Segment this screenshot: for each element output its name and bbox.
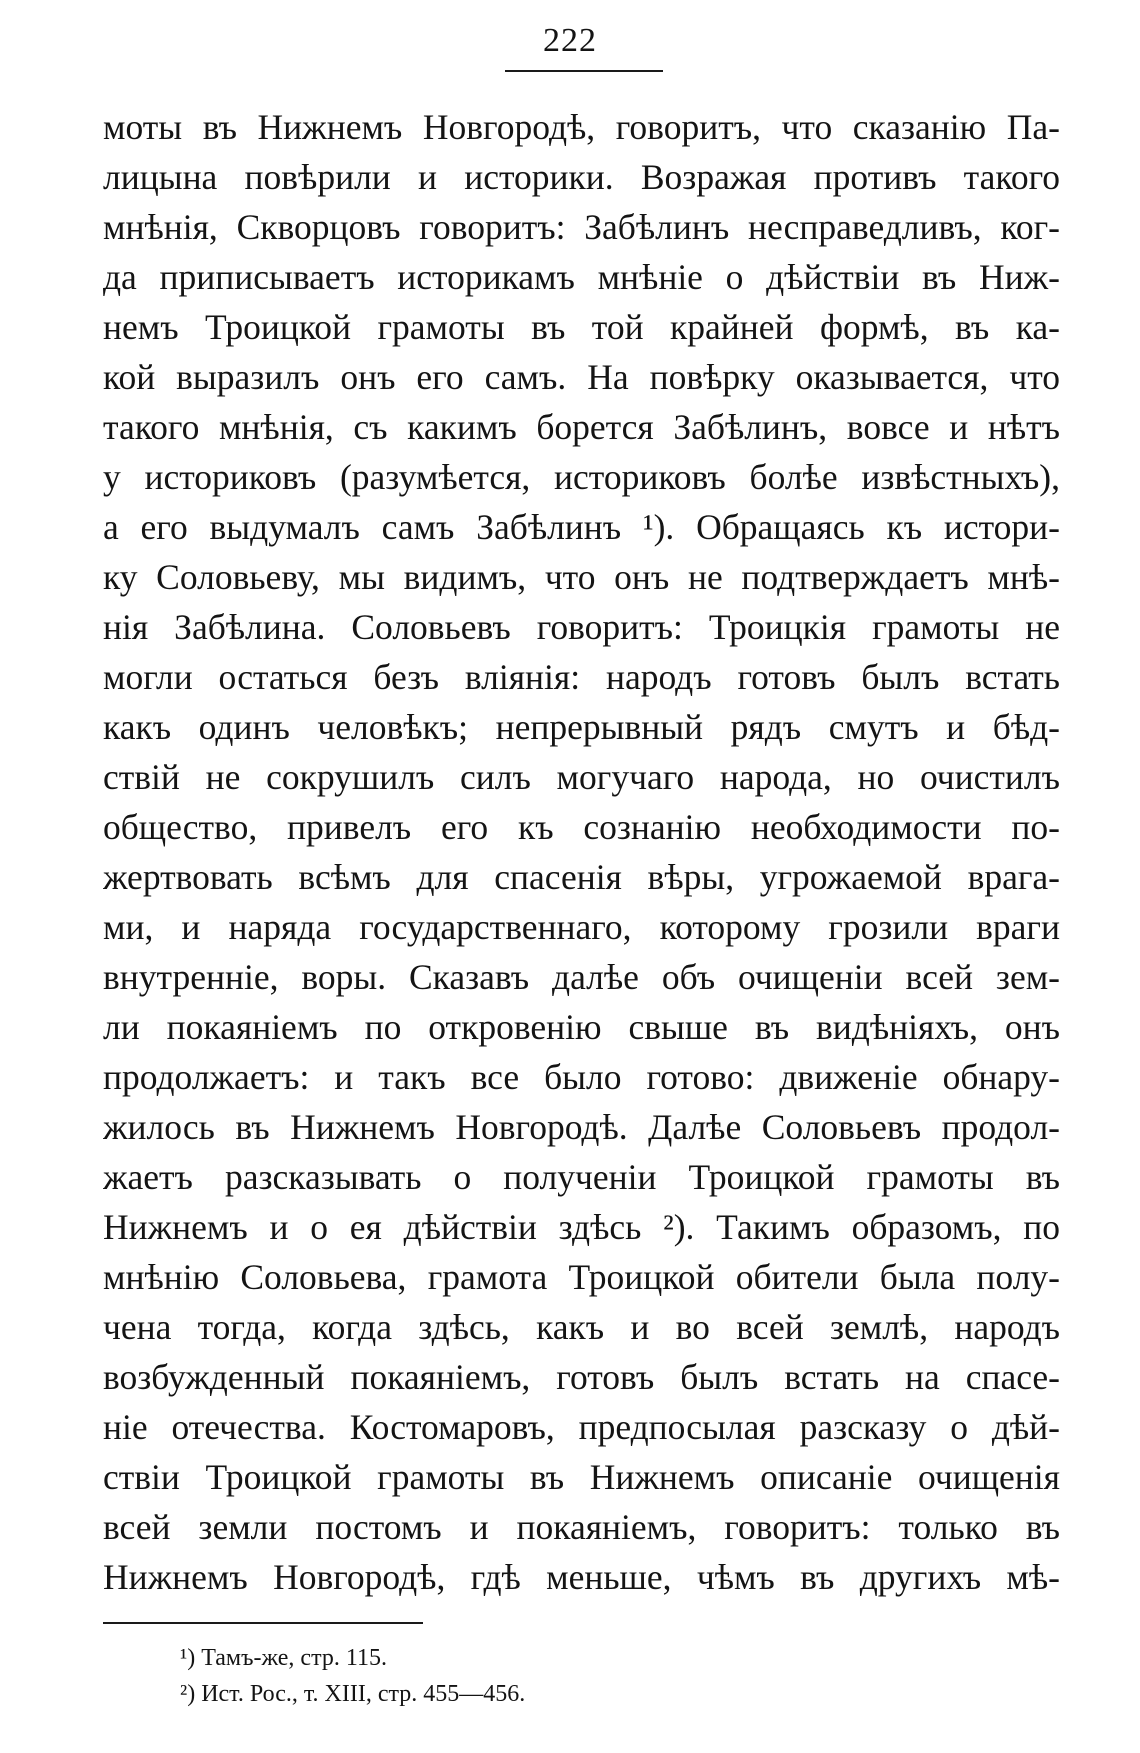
text-line: внутренніе, воры. Сказавъ далѣе объ очищеніи всей зем- [103, 957, 1060, 997]
footnotes [180, 1640, 880, 1712]
text-line: такого мнѣнія, съ какимъ борется Забѣлинъ, вовсе и нѣтъ [103, 407, 1060, 447]
text-line: ми, и наряда государственнаго, которому грозили враги [103, 907, 1060, 947]
text-line: мнѣнію Соловьева, грамота Троицкой обители была полу- [103, 1257, 1060, 1297]
text-line: жертвовать всѣмъ для спасенія вѣры, угрожаемой врага- [103, 857, 1060, 897]
text-line: могли остаться безъ вліянія: народъ готовъ былъ встать [103, 657, 1060, 697]
text-line: жилось въ Нижнемъ Новгородѣ. Далѣе Соловьевъ продол- [103, 1107, 1060, 1147]
body-text [103, 102, 1060, 1602]
footnote-text: Тамъ-же, стр. 115. [201, 1645, 387, 1671]
text-line: жаетъ разсказывать о полученіи Троицкой грамоты въ [103, 1157, 1060, 1197]
text-line: да приписываетъ историкамъ мнѣніе о дѣйствіи въ Ниж- [103, 257, 1060, 297]
text-line: а его выдумалъ самъ Забѣлинъ ¹). Обращаясь къ истори- [103, 507, 1060, 547]
text-line: ствіи Троицкой грамоты въ Нижнемъ описаніе очищенія [103, 1457, 1060, 1497]
footnote-text: Ист. Рос., т. XIII, стр. 455—456. [201, 1681, 526, 1707]
text-line: ку Соловьеву, мы видимъ, что онъ не подтверждаетъ мнѣ- [103, 557, 1060, 597]
footnote-1 [180, 1640, 880, 1676]
footnote-2 [180, 1676, 880, 1712]
footnote-marker: ¹) [180, 1645, 196, 1671]
text-line: немъ Троицкой грамоты въ той крайней формѣ, въ ка- [103, 307, 1060, 347]
text-line: Нижнемъ Новгородѣ, гдѣ меньше, чѣмъ въ другихъ мѣ- [103, 1557, 1060, 1597]
text-line: ствій не сокрушилъ силъ могучаго народа, но очистилъ [103, 757, 1060, 797]
footnote-marker: ²) [180, 1681, 196, 1707]
text-line: чена тогда, когда здѣсь, какъ и во всей землѣ, народъ [103, 1307, 1060, 1347]
footnote-separator [103, 1622, 423, 1624]
text-line: лицына повѣрили и историки. Возражая противъ такого [103, 157, 1060, 197]
text-line: общество, привелъ его къ сознанію необходимости по- [103, 807, 1060, 847]
page-number-underline [505, 70, 663, 72]
text-line: у историковъ (разумѣется, историковъ болѣе извѣстныхъ), [103, 457, 1060, 497]
text-line: ніе отечества. Костомаровъ, предпосылая разсказу о дѣй- [103, 1407, 1060, 1447]
text-line: ли покаяніемъ по откровенію свыше въ видѣніяхъ, онъ [103, 1007, 1060, 1047]
text-line: кой выразилъ онъ его самъ. На повѣрку оказывается, что [103, 357, 1060, 397]
text-line: Нижнемъ и о ея дѣйствіи здѣсь ²). Такимъ образомъ, по [103, 1207, 1060, 1247]
page-number: 222 [543, 22, 597, 59]
text-line: какъ одинъ человѣкъ; непрерывный рядъ смутъ и бѣд- [103, 707, 1060, 747]
text-line: нія Забѣлина. Соловьевъ говоритъ: Троицкія грамоты не [103, 607, 1060, 647]
text-line: моты въ Нижнемъ Новгородѣ, говоритъ, что сказанію Па- [103, 107, 1060, 147]
text-line: мнѣнія, Скворцовъ говоритъ: Забѣлинъ несправедливъ, ког- [103, 207, 1060, 247]
text-line: всей земли постомъ и покаяніемъ, говоритъ: только въ [103, 1507, 1060, 1547]
text-line: возбужденный покаяніемъ, готовъ былъ встать на спасе- [103, 1357, 1060, 1397]
text-line: продолжаетъ: и такъ все было готово: движеніе обнару- [103, 1057, 1060, 1097]
